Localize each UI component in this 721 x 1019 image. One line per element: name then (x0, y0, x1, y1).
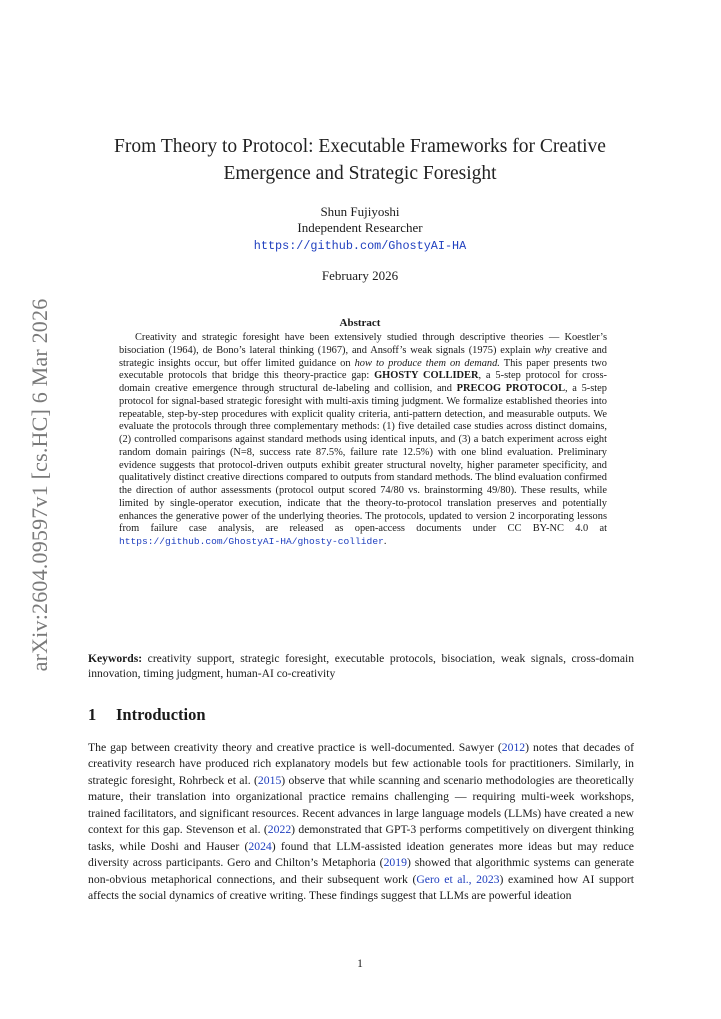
citation-link[interactable]: 2024 (248, 839, 272, 853)
title-line-2: Emergence and Strategic Foresight (223, 163, 497, 184)
arxiv-stamp (24, 300, 56, 670)
citation-link[interactable]: 2019 (383, 856, 407, 870)
intro-text: ) examined how AI support affects the social dynamics of creative writing. These findings suggest that LLMs are powerful ideation (88, 872, 635, 903)
intro-paragraph (88, 740, 634, 905)
keywords (88, 651, 634, 681)
intro-text: ) demonstrated that GPT-3 performs competitively on divergent thinking tasks, while Doshi and Hauser ( (88, 823, 634, 853)
citation-link[interactable]: Gero et al., 2023 (416, 872, 500, 886)
introduction-body (88, 740, 634, 905)
abstract-text-1: Creativity and strategic foresight have been extensively studied through descriptive theories — Koestler’s bisociation (1964), de Bono’s lateral thinking (1967), and Ansoff’s weak signals (1975) explain (119, 332, 607, 356)
abstract-text-2: creative and strategic insights occur, but offer limited guidance on (119, 344, 607, 369)
author-url-line (80, 237, 640, 254)
citation-link[interactable]: 2015 (257, 773, 282, 787)
section-number: 1 (88, 705, 97, 724)
abstract-emph-why: why (534, 344, 552, 356)
author-url-link[interactable]: https://github.com/GhostyAI-HA (253, 239, 467, 253)
abstract-text-5: , a 5-step protocol for signal-based strategic foresight with multi-axis timing judgment. We formalize established theories into repeatable, step-by-step procedures with explicit quality criteria, anti-pattern detection, and measurable outputs. We evaluate the protocols through three complementary methods: (1) five detailed case studies across distinct domains, (2) controlled comparisons against standard methods using identical inputs, and (3) a batch experiment across eight random domain pairings (N=8, success rate 87.5%, failure rate 12.5%) with one blind evaluation. Preliminary evidence suggests that protocol-driven outputs exhibit greater structural novelty, higher parameter specificity, and qualitatively distinct creative directions compared to outputs from standard methods. The blind evaluation confirmed the direction of author assessments (protocol output scored 74/80 vs. brainstorming 49/80). These results, while limited by single-operator execution, indicate that the theory-to-protocol translation preserves and potentially enhances the generative power of the underlying theories. The protocols, updated to version 2 incorporating lessons from failure case analysis, are released as open-access documents under CC BY-NC 4.0 at (119, 383, 607, 535)
abstract-emph-how: how to produce them on demand. (354, 357, 500, 369)
citation-link[interactable]: 2022 (267, 823, 292, 837)
intro-text: ) showed that algorithmic systems can generate non-obvious metaphorical connections, and their subsequent work ( (88, 856, 635, 886)
abstract-text-4: , a 5-step protocol for cross-domain creative emergence through structural de-labeling and collision, and (119, 370, 607, 394)
author-affiliation: Independent Researcher (297, 220, 423, 235)
abstract-text-end: . (383, 536, 387, 547)
abstract-text-3: This paper presents two executable protocols that bridge this theory-practice gap: (119, 357, 607, 382)
intro-text: ) observe that while scanning and scenario methodologies are theoretically mature, their translation into organizational practice remains challenging — requiring multi-week workshops, trained facilitators, and significant resources. Recent advances in large language models (LLMs) have created a new context for this gap. Stevenson et al. ( (88, 773, 634, 837)
author-name: Shun Fujiyoshi (320, 204, 400, 219)
intro-text: ) found that LLM-assisted ideation generates more ideas but may reduce diversity across participants. Gero and Chilton’s Metaphoria ( (88, 839, 634, 870)
section-heading (88, 705, 634, 725)
abstract-precog-protocol: PRECOG PROTOCOL (456, 383, 566, 394)
keywords-text: creativity support, strategic foresight, executable protocols, bisociation, weak signals, cross-domain innovation, timing judgment, human-AI co-creativity (88, 652, 634, 680)
intro-text: ) notes that decades of creativity research have produced rich explanatory models but few actionable tools for practitioners. Similarly, in strategic foresight, Rohrbeck et al. ( (88, 741, 634, 787)
paper-title (80, 133, 640, 187)
paper-date: February 2026 (321, 268, 399, 283)
intro-text: The gap between creativity theory and creative practice is well-documented. Sawyer ( (88, 741, 502, 754)
keywords-label: Keywords: (88, 652, 143, 665)
arxiv-stamp-text: arXiv:2604.09597v1 [cs.HC] 6 Mar 2026 (27, 298, 52, 672)
section-title: Introduction (116, 705, 206, 724)
abstract-repo-link[interactable]: https://github.com/GhostyAI-HA/ghosty-collider (119, 536, 384, 547)
title-line-1: From Theory to Protocol: Executable Frameworks for Creative (114, 136, 606, 157)
citation-link[interactable]: 2012 (501, 741, 526, 754)
abstract-paragraph (119, 332, 607, 549)
page-number: 1 (357, 958, 363, 970)
abstract-heading: Abstract (339, 317, 381, 329)
abstract-ghosty-collider: GHOSTY COLLIDER (374, 370, 479, 382)
abstract-body (119, 332, 607, 549)
